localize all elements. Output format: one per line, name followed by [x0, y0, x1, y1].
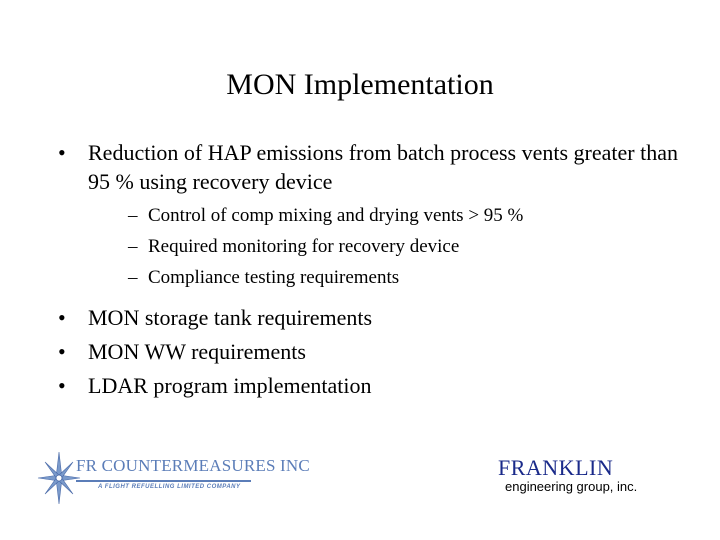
dash-bullet: –: [128, 205, 138, 226]
logo-divider: [76, 480, 251, 482]
bullet-text: MON WW requirements: [88, 339, 306, 364]
sub-bullet-item: [128, 231, 678, 262]
bullet-item: [58, 369, 678, 403]
bullet-dot: •: [58, 140, 66, 165]
bullet-text: Reduction of HAP emissions from batch process vents greater than 95 % using recovery device: [88, 140, 678, 194]
sub-bullet-text: Control of comp mixing and drying vents > 95 %: [148, 205, 524, 226]
bullet-dot: •: [58, 339, 66, 364]
sub-bullet-item: [128, 262, 678, 293]
franklin-logo: [498, 456, 668, 494]
fr-countermeasures-logo: [36, 450, 310, 506]
bullet-dot: •: [58, 373, 66, 398]
bullet-text: LDAR program implementation: [88, 373, 372, 398]
franklin-name: FRANKLIN: [498, 455, 614, 480]
sub-bullet-text: Compliance testing requirements: [148, 267, 400, 288]
bullet-item: [58, 301, 678, 335]
franklin-subtitle: engineering group, inc.: [505, 479, 638, 494]
bullet-text: MON storage tank requirements: [88, 305, 373, 330]
fr-countermeasures-tagline: A FLIGHT REFUELLING LIMITED COMPANY: [98, 484, 241, 490]
dash-bullet: –: [128, 236, 138, 257]
bullet-item: [58, 138, 678, 196]
slide-title: MON Implementation: [226, 68, 494, 101]
fr-countermeasures-name: FR COUNTERMEASURES INC: [76, 456, 310, 475]
bullet-dot: •: [58, 305, 66, 330]
dash-bullet: –: [128, 267, 138, 288]
bullet-list: [58, 138, 678, 403]
sub-bullet-list: [128, 200, 678, 293]
sub-bullet-text: Required monitoring for recovery device: [148, 236, 460, 257]
bullet-item: [58, 335, 678, 369]
sub-bullet-item: [128, 200, 678, 231]
